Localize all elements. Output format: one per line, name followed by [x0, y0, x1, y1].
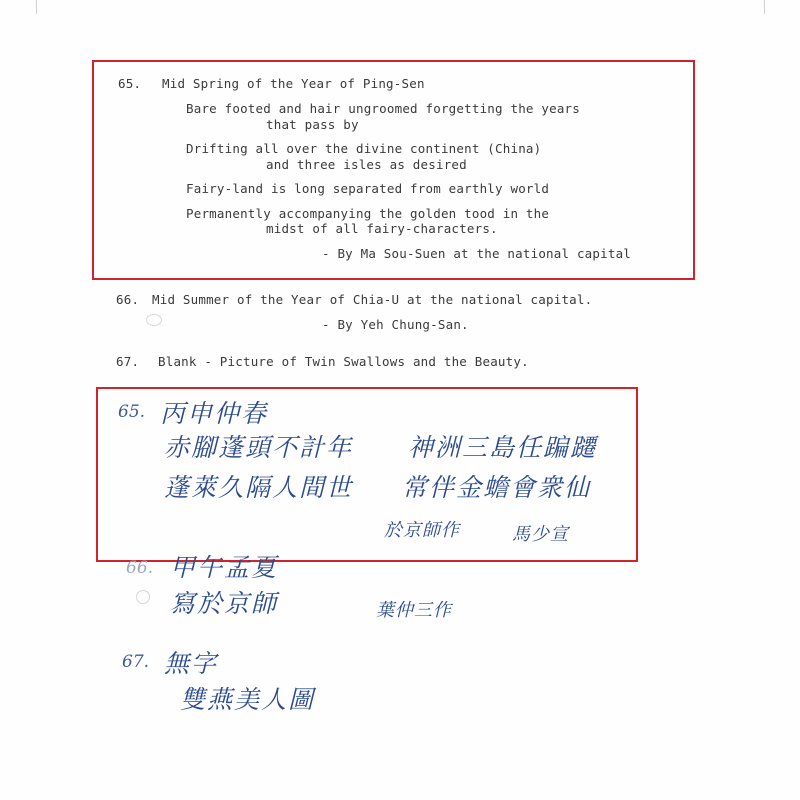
handwritten-poem-line: 寫於京師 [170, 589, 279, 618]
handwritten-poem-line: 神洲三島任蹁躚 [408, 433, 598, 462]
handwritten-signature-name: 馬少宣 [512, 524, 569, 545]
typed-entry-number: 67. [116, 354, 140, 369]
handwritten-entry-number: 67. [122, 652, 150, 672]
typed-poem-line: midst of all fairy-characters. [266, 221, 498, 236]
typed-poem-line: Permanently accompanying the golden tood in the [186, 206, 550, 221]
handwritten-poem-line: 常伴金蟾會衆仙 [402, 473, 592, 502]
typed-entry-number: 66. [116, 292, 140, 307]
handwritten-entry-number: 65. [118, 402, 146, 422]
typed-poem-line: Fairy-land is long separated from earthly world [186, 181, 550, 196]
handwritten-poem-line: 雙燕美人圖 [180, 685, 316, 714]
handwritten-signature: 葉仲三作 [376, 600, 452, 621]
typed-entry-title: Mid Summer of the Year of Chia-U at the national capital. [152, 292, 593, 307]
typed-poem-line: Bare footed and hair ungroomed forgetting the years [186, 101, 581, 116]
handwritten-entry-number: 66. [126, 558, 154, 578]
handwritten-poem-line: 蓬萊久隔人間世 [164, 473, 354, 502]
page-edge-right [764, 0, 765, 14]
typed-poem-line: and three isles as desired [266, 157, 467, 172]
handwritten-entry-title: 無字 [164, 649, 219, 678]
typed-entry-number: 65. [118, 76, 142, 91]
page-edge-left [36, 0, 37, 14]
typed-entry-title: Mid Spring of the Year of Ping-Sen [162, 76, 425, 91]
scan-smudge [136, 590, 150, 604]
handwritten-signature-place: 於京師作 [384, 520, 460, 541]
scan-smudge [146, 314, 162, 326]
typed-entry-title: Blank - Picture of Twin Swallows and the Beauty. [158, 354, 529, 369]
handwritten-poem-line: 赤腳蓬頭不計年 [164, 433, 354, 462]
typed-poem-line: Drifting all over the divine continent (China) [186, 141, 542, 156]
typed-attribution: - By Yeh Chung-San. [322, 317, 469, 332]
typed-attribution: - By Ma Sou-Suen at the national capital [322, 246, 632, 261]
handwritten-entry-title: 甲午孟夏 [170, 553, 279, 582]
handwritten-entry-title: 丙申仲春 [160, 399, 269, 428]
typed-poem-line: that pass by [266, 117, 359, 132]
